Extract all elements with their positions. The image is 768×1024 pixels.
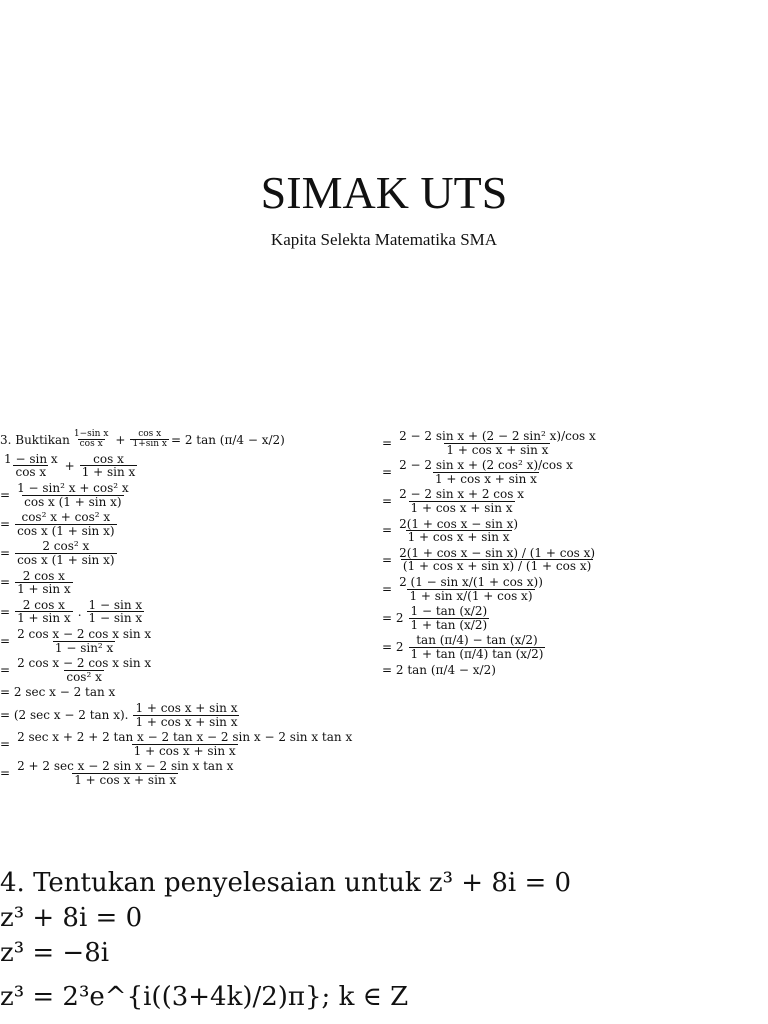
step-fraction-numerator: 2(1 + cos x − sin x) [399, 516, 519, 531]
step-fraction [15, 570, 73, 596]
step-fraction [397, 430, 598, 456]
step-prefix: = 2 [382, 640, 404, 655]
step-fraction-denominator: 1 − sin² x [54, 640, 114, 655]
step-prefix: = [0, 662, 11, 677]
step-fraction-denominator: 1 + tan (x/2) [410, 617, 488, 632]
step-fraction-denominator: cos x (1 + sin x) [17, 523, 115, 538]
right-step [382, 664, 762, 677]
step-fraction [15, 628, 153, 654]
step-fraction-denominator: 1 + sin x [17, 582, 71, 597]
step-fraction [397, 518, 520, 544]
step-fraction [15, 482, 131, 508]
step-operator: . [77, 604, 82, 619]
step-prefix: = [0, 766, 11, 781]
left-step [0, 657, 370, 683]
step-fraction-numerator: cos x [93, 451, 124, 466]
step-fraction-numerator: tan (π/4) − tan (x/2) [416, 633, 538, 648]
left-step [0, 482, 370, 508]
step-prefix: = [0, 633, 11, 648]
step-prefix: = 2 sec x − 2 tan x [0, 685, 116, 700]
step-prefix: = [382, 464, 393, 479]
step-fraction-numerator: 2 − 2 sin x + (2 cos² x)/cos x [399, 458, 573, 473]
step-fraction-numerator: 1 + cos x + sin x [135, 700, 238, 715]
right-step [382, 518, 762, 544]
step-fraction-denominator: 1 + sin x [17, 611, 71, 626]
step-fraction [409, 605, 490, 631]
step-fraction-numerator: 1 − tan (x/2) [410, 604, 488, 619]
step-fraction-denominator: cos x [15, 465, 47, 480]
step-fraction-denominator: 1 + cos x + sin x [74, 772, 177, 787]
right-step [382, 488, 762, 514]
problem3-left-column [0, 430, 370, 790]
step-prefix: = [0, 487, 11, 502]
step-fraction-denominator: 1 + sin x [81, 465, 136, 480]
step-fraction-numerator: 2 cos x [22, 568, 65, 583]
step-prefix: = [0, 604, 11, 619]
step-fraction-denominator: cos x (1 + sin x) [24, 494, 122, 509]
step-fraction [2, 453, 60, 479]
left-step [0, 686, 370, 699]
step-fraction-numerator: 2 cos x − 2 cos x sin x [17, 627, 152, 641]
step-fraction-numerator: cos² x + cos² x [21, 510, 111, 525]
step-fraction [133, 702, 239, 728]
right-step [382, 459, 762, 485]
problem4-line1: 4. Tentukan penyelesaian untuk z³ + 8i = 0 [0, 868, 572, 898]
problem4-line3: z³ = −8i [0, 938, 110, 968]
step-fraction [15, 511, 117, 537]
step-prefix: = [382, 581, 393, 596]
step-prefix: = [382, 435, 393, 450]
step-fraction-numerator: 2 cos x − 2 cos x sin x [17, 656, 152, 671]
step-prefix: = (2 sec x − 2 tan x). [0, 707, 129, 722]
step-fraction [397, 459, 575, 485]
step-fraction-denominator: 1 + cos x + sin x [135, 714, 238, 729]
step-fraction-denominator: cos² x [66, 669, 102, 684]
page-subtitle: Kapita Selekta Matematika SMA [270, 230, 498, 249]
step-fraction-numerator: 2 − 2 sin x + 2 cos x [399, 487, 524, 502]
step-fraction-numerator: 2 cos x [22, 597, 65, 612]
left-step [0, 540, 370, 566]
step-fraction-denominator: cos x (1 + sin x) [17, 553, 115, 568]
left-step [0, 731, 370, 757]
step-fraction-denominator: 1 − sin x [88, 611, 143, 626]
page-title: SIMAK UTS [260, 167, 508, 218]
step-fraction-numerator: 2 + 2 sec x − 2 sin x − 2 sin x tan x [17, 759, 234, 774]
step-prefix: = [0, 736, 11, 751]
step-fraction-denominator: (1 + cos x + sin x) / (1 + cos x) [402, 559, 592, 574]
left-step [0, 599, 370, 625]
step-fraction [15, 760, 235, 786]
step-fraction-numerator: 2 − 2 sin x + (2 − 2 sin² x)/cos x [399, 429, 596, 443]
step-fraction-numerator: 1 − sin x [88, 597, 143, 612]
right-step [382, 605, 762, 631]
step-fraction-denominator: 1 + cos x + sin x [133, 743, 236, 758]
right-step [382, 547, 762, 573]
statement-rhs: = 2 tan (π/4 − x/2) [170, 432, 285, 447]
step-fraction [15, 599, 73, 625]
left-step [0, 570, 370, 596]
step-fraction [397, 547, 597, 573]
statement-prefix: 3. Buktikan [0, 432, 70, 447]
left-step [0, 628, 370, 654]
step-fraction-denominator: 1 + cos x + sin x [434, 471, 537, 486]
right-step [382, 576, 762, 602]
step-prefix: = [382, 552, 393, 567]
step-fraction-denominator: 1 + cos x + sin x [446, 442, 549, 457]
left-step [0, 453, 370, 479]
step-fraction [80, 453, 138, 479]
step-fraction [15, 657, 153, 683]
step-fraction-numerator: 2 (1 − sin x/(1 + cos x)) [399, 574, 543, 589]
step-prefix: = [382, 523, 393, 538]
problem3-right-column [382, 430, 762, 679]
left-step [0, 760, 370, 786]
step-operator: + [64, 458, 75, 473]
right-step [382, 634, 762, 660]
left-step [0, 702, 370, 728]
step-fraction-numerator: 1 − sin² x + cos² x [17, 481, 129, 496]
step-fraction [397, 488, 526, 514]
step-prefix: = [0, 546, 11, 561]
step-fraction [409, 634, 546, 660]
statement-fraction-1: $\frac{\text{1−sin x}}{\text{cos x}}$ [73, 429, 109, 450]
step-prefix: = [0, 575, 11, 590]
step-fraction [15, 540, 117, 566]
step-prefix: = 2 tan (π/4 − x/2) [382, 662, 496, 677]
step-fraction [15, 731, 354, 757]
problem3-statement: 3. Buktikan $\frac{\text{1−sin x}}{\text{cos x}}$ + $\frac{\text{cos x}}{\text{1+sin x}}$ = 2 tan (π/4 − x/2) [0, 429, 285, 450]
step-fraction-denominator: 1 + sin x/(1 + cos x) [409, 588, 533, 603]
left-step [0, 511, 370, 537]
step-fraction-denominator: 1 + cos x + sin x [410, 500, 513, 515]
step-prefix: = [0, 517, 11, 532]
step-prefix: = [382, 494, 393, 509]
right-step [382, 430, 762, 456]
step-fraction-numerator: 2 cos² x [42, 539, 90, 554]
step-fraction [397, 576, 545, 602]
step-prefix: = 2 [382, 610, 404, 625]
step-fraction-denominator: 1 + cos x + sin x [407, 530, 510, 545]
problem4-line2: z³ + 8i = 0 [0, 903, 143, 933]
problem4-line4: z³ = 2³e^{i((3+4k)/2)π}; k ∈ Z [0, 982, 409, 1012]
step-fraction [87, 599, 145, 625]
step-fraction-numerator: 2 sec x + 2 + 2 tan x − 2 tan x − 2 sin x − 2 sin x tan x [17, 730, 353, 745]
step-fraction-numerator: 1 − sin x [4, 451, 58, 466]
step-fraction-denominator: 1 + tan (π/4) tan (x/2) [410, 646, 544, 661]
statement-fraction-2: $\frac{\text{cos x}}{\text{1+sin x}}$ [132, 429, 167, 450]
step-fraction-numerator: 2(1 + cos x − sin x) / (1 + cos x) [399, 545, 596, 560]
